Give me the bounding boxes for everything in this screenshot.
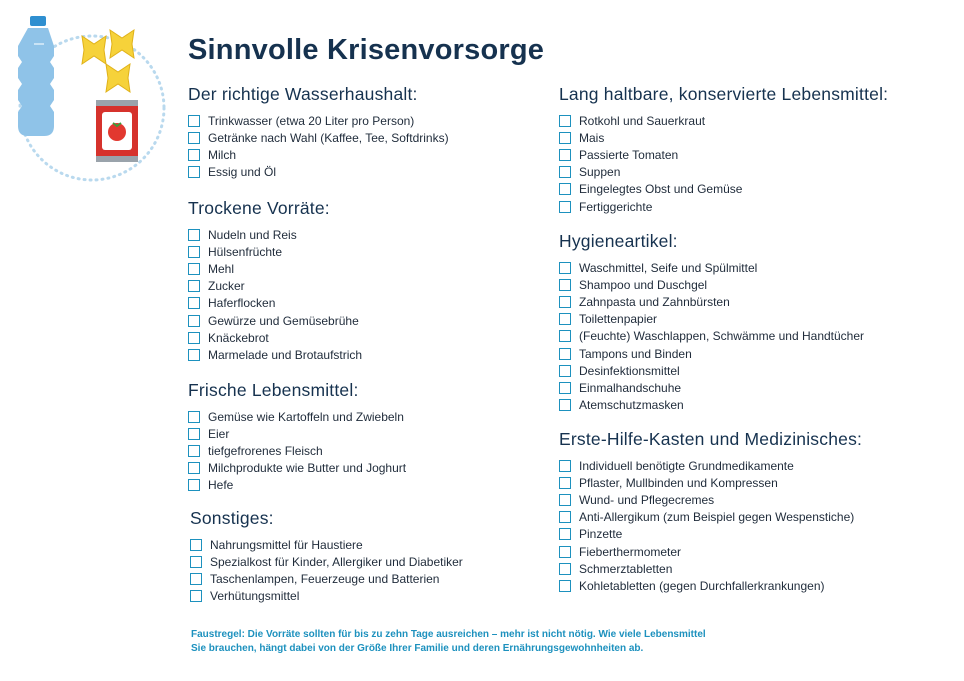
checkbox[interactable] — [188, 149, 200, 161]
checklist-item — [559, 146, 888, 163]
checklist-item — [188, 312, 362, 329]
item-label: Mehl — [208, 261, 235, 276]
item-label: Mais — [579, 130, 605, 145]
item-label: Wund- und Pflegecremes — [579, 492, 715, 507]
checkbox[interactable] — [188, 115, 200, 127]
checklist-item — [188, 346, 362, 363]
checklist-item — [188, 243, 362, 260]
checkbox[interactable] — [559, 201, 571, 213]
item-label: Verhütungsmittel — [210, 589, 300, 604]
checklist — [188, 112, 449, 181]
checklist-item — [559, 491, 862, 508]
checkbox[interactable] — [190, 539, 202, 551]
item-label: Rotkohl und Sauerkraut — [579, 113, 706, 128]
section-heading: Der richtige Wasserhaushalt: — [188, 84, 418, 104]
section-heading: Hygieneartikel: — [559, 231, 678, 251]
item-label: Gewürze und Gemüsebrühe — [208, 313, 359, 328]
checklist-item — [559, 379, 864, 396]
checkbox[interactable] — [559, 296, 571, 308]
checklist-item — [559, 164, 888, 181]
section-wasserhaushalt — [188, 84, 449, 181]
item-label: Milch — [208, 147, 237, 162]
checklist-item — [559, 112, 888, 129]
checklist — [559, 112, 888, 215]
item-label: Zucker — [208, 279, 245, 294]
checkbox[interactable] — [559, 115, 571, 127]
checkbox[interactable] — [188, 445, 200, 457]
item-label: Tampons und Binden — [579, 346, 692, 361]
checklist-item — [188, 278, 362, 295]
checklist-item — [188, 260, 362, 277]
item-label: Waschmittel, Seife und Spülmittel — [579, 260, 758, 275]
item-label: Fieberthermometer — [579, 544, 682, 559]
item-label: Pflaster, Mullbinden und Kompressen — [579, 475, 778, 490]
section-erste-hilfe — [559, 429, 862, 595]
checklist-item — [559, 311, 864, 328]
checklist-item — [190, 588, 463, 605]
checklist-item — [188, 442, 406, 459]
item-label: tiefgefrorenes Fleisch — [208, 443, 323, 458]
illustration — [10, 8, 180, 193]
section-heading: Trockene Vorräte: — [188, 198, 330, 218]
checklist-item — [559, 276, 864, 293]
checkbox[interactable] — [559, 330, 571, 342]
checkbox[interactable] — [188, 428, 200, 440]
checklist-item — [559, 457, 862, 474]
item-label: Kohletabletten (gegen Durchfallerkrankungen) — [579, 578, 825, 593]
item-label: Getränke nach Wahl (Kaffee, Tee, Softdrinks) — [208, 130, 449, 145]
checkbox[interactable] — [188, 479, 200, 491]
item-label: Taschenlampen, Feuerzeuge und Batterien — [210, 571, 440, 586]
item-label: Einmalhandschuhe — [579, 380, 682, 395]
item-label: Gemüse wie Kartoffeln und Zwiebeln — [208, 409, 404, 424]
checkbox[interactable] — [188, 229, 200, 241]
item-label: Schmerztabletten — [579, 561, 673, 576]
item-label: Zahnpasta und Zahnbürsten — [579, 294, 730, 309]
checkbox[interactable] — [559, 132, 571, 144]
section-hygieneartikel — [559, 231, 864, 414]
checkbox[interactable] — [188, 280, 200, 292]
checklist — [190, 536, 463, 605]
item-label: Nudeln und Reis — [208, 227, 297, 242]
checkbox[interactable] — [190, 590, 202, 602]
checklist-item — [559, 560, 862, 577]
footer-line: Faustregel: Die Vorräte sollten für bis zu zehn Tage ausreichen – mehr ist nicht nötig. Wie viele Lebensmittel — [191, 629, 706, 640]
checklist-item — [559, 293, 864, 310]
item-label: Knäckebrot — [208, 330, 269, 345]
checkbox[interactable] — [188, 462, 200, 474]
item-label: Haferflocken — [208, 296, 276, 311]
checklist-item — [188, 112, 449, 129]
checklist-item — [559, 129, 888, 146]
checkbox[interactable] — [188, 315, 200, 327]
page-title: Sinnvolle Krisenvorsorge — [188, 34, 545, 66]
checklist-item — [559, 397, 864, 414]
checkbox[interactable] — [188, 297, 200, 309]
item-label: Passierte Tomaten — [579, 147, 679, 162]
checklist-item — [190, 570, 463, 587]
checkbox[interactable] — [559, 580, 571, 592]
checklist-item — [190, 553, 463, 570]
checklist-item — [188, 295, 362, 312]
checkbox[interactable] — [188, 246, 200, 258]
water-bottle-icon — [18, 16, 54, 136]
checklist-item — [188, 129, 449, 146]
checklist-item — [559, 526, 862, 543]
checklist-item — [188, 408, 406, 425]
footer-note — [191, 628, 911, 656]
section-konservierte-lebensmittel — [559, 84, 888, 215]
checkbox[interactable] — [559, 494, 571, 506]
checklist-item — [559, 198, 888, 215]
item-label: Fertiggerichte — [579, 199, 653, 214]
item-label: Eier — [208, 426, 230, 441]
item-label: Suppen — [579, 165, 621, 180]
tomato-can-icon — [96, 100, 138, 162]
checkbox[interactable] — [559, 365, 571, 377]
item-label: Hefe — [208, 478, 234, 493]
item-label: Pinzette — [579, 527, 623, 542]
section-frische-lebensmittel — [188, 380, 406, 494]
checklist-item — [559, 543, 862, 560]
checkbox[interactable] — [188, 349, 200, 361]
section-sonstiges — [190, 508, 463, 605]
item-label: Marmelade und Brotaufstrich — [208, 347, 363, 362]
checklist-item — [559, 181, 888, 198]
item-label: Shampoo und Duschgel — [579, 277, 708, 292]
item-label: (Feuchte) Waschlappen, Schwämme und Handtücher — [579, 329, 865, 344]
checklist-item — [188, 329, 362, 346]
item-label: Atemschutzmasken — [579, 398, 684, 413]
checkbox[interactable] — [188, 411, 200, 423]
item-label: Milchprodukte wie Butter und Joghurt — [208, 461, 407, 476]
checklist-item — [559, 474, 862, 491]
checklist-item — [188, 146, 449, 163]
checkbox[interactable] — [559, 382, 571, 394]
checkbox[interactable] — [559, 399, 571, 411]
checklist-item — [559, 259, 864, 276]
checklist-item — [559, 328, 864, 345]
checkbox[interactable] — [559, 460, 571, 472]
checklist-item — [188, 164, 449, 181]
item-label: Eingelegtes Obst und Gemüse — [579, 182, 743, 197]
section-heading: Frische Lebensmittel: — [188, 380, 359, 400]
item-label: Desinfektionsmittel — [579, 363, 680, 378]
checklist-item — [190, 536, 463, 553]
checkbox[interactable] — [559, 149, 571, 161]
item-label: Spezialkost für Kinder, Allergiker und Diabetiker — [210, 554, 463, 569]
checkbox[interactable] — [559, 313, 571, 325]
checklist — [559, 457, 862, 595]
checkbox[interactable] — [559, 279, 571, 291]
item-label: Individuell benötigte Grundmedikamente — [579, 458, 794, 473]
checkbox[interactable] — [559, 528, 571, 540]
section-heading: Erste-Hilfe-Kasten und Medizinisches: — [559, 429, 863, 449]
checkbox[interactable] — [559, 262, 571, 274]
item-label: Essig und Öl — [208, 165, 277, 180]
item-label: Nahrungsmittel für Haustiere — [210, 537, 363, 552]
section-trockene-vorraete — [188, 198, 362, 364]
section-heading: Sonstiges: — [190, 508, 274, 528]
checklist-item — [188, 226, 362, 243]
checkbox[interactable] — [559, 477, 571, 489]
checkbox[interactable] — [188, 263, 200, 275]
checkbox[interactable] — [188, 132, 200, 144]
item-label: Anti-Allergikum (zum Beispiel gegen Wespenstiche) — [579, 510, 855, 525]
checkbox[interactable] — [190, 573, 202, 585]
checklist-item — [559, 509, 862, 526]
checklist-item — [559, 345, 864, 362]
footer-line: Sie brauchen, hängt dabei von der Größe Ihrer Familie und deren Ernährungsgewohnheiten ab. — [191, 643, 644, 654]
checklist-item — [188, 460, 406, 477]
checkbox[interactable] — [559, 546, 571, 558]
checklist-item — [188, 477, 406, 494]
checklist — [188, 408, 406, 494]
section-heading: Lang haltbare, konservierte Lebensmittel: — [559, 84, 889, 104]
checklist-item — [559, 362, 864, 379]
item-label: Toilettenpapier — [579, 312, 658, 327]
checkbox[interactable] — [188, 332, 200, 344]
checkbox[interactable] — [559, 166, 571, 178]
checkbox[interactable] — [190, 556, 202, 568]
checkbox[interactable] — [559, 563, 571, 575]
checkbox[interactable] — [559, 183, 571, 195]
checklist — [559, 259, 864, 414]
checkbox[interactable] — [559, 348, 571, 360]
checkbox[interactable] — [188, 166, 200, 178]
checkbox[interactable] — [559, 511, 571, 523]
item-label: Trinkwasser (etwa 20 Liter pro Person) — [208, 113, 415, 128]
item-label: Hülsenfrüchte — [208, 244, 283, 259]
checklist — [188, 226, 362, 364]
checklist-item — [559, 577, 862, 594]
checklist-item — [188, 425, 406, 442]
